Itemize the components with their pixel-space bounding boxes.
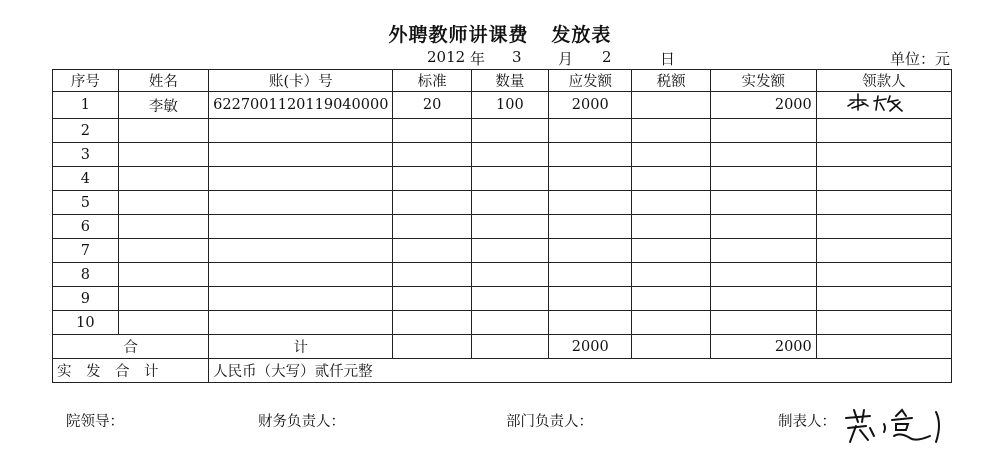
- amount-words-value: 人民币（大写）贰仟元整: [209, 359, 952, 383]
- row-no: 7: [53, 239, 119, 263]
- date-year: 2012: [427, 48, 466, 66]
- date-month: 3: [512, 48, 522, 66]
- row-name: 李敏: [118, 92, 208, 119]
- footer-finance: 财务负责人：: [258, 414, 345, 430]
- row-no: 3: [53, 143, 119, 167]
- table-row: [53, 167, 952, 191]
- header-name: 姓名: [118, 70, 208, 92]
- title-suffix: 发放表: [551, 24, 612, 46]
- row-gross: 2000: [549, 92, 632, 119]
- title-main: 外聘教师讲课费: [388, 24, 529, 46]
- payee-signature-icon: [844, 92, 924, 114]
- table-row: [53, 119, 952, 143]
- total-row: [53, 335, 952, 359]
- row-net: 2000: [710, 92, 816, 119]
- table-row: [53, 287, 952, 311]
- header-gross: 应发额: [549, 70, 632, 92]
- table-header-row: [53, 70, 952, 92]
- table-row: [53, 311, 952, 335]
- row-account: 6227001120119040000: [209, 92, 393, 119]
- row-no: 6: [53, 215, 119, 239]
- header-account: 账(卡）号: [209, 70, 393, 92]
- unit-label: 单位：元: [889, 50, 950, 68]
- table-row: [53, 143, 952, 167]
- total-label-1: 合: [53, 335, 209, 359]
- date-month-label: 月: [558, 50, 574, 68]
- table-row: [53, 215, 952, 239]
- total-net: 2000: [710, 335, 816, 359]
- table-row: [53, 191, 952, 215]
- header-no: 序号: [53, 70, 119, 92]
- header-tax: 税额: [632, 70, 710, 92]
- row-no: 5: [53, 191, 119, 215]
- footer-preparer: 制表人：: [778, 414, 836, 430]
- row-standard: 20: [393, 92, 471, 119]
- table-row: [53, 92, 952, 119]
- date-year-label: 年: [470, 50, 486, 68]
- row-quantity: 100: [471, 92, 548, 119]
- row-no: 10: [53, 311, 119, 335]
- footer-leader: 院领导：: [66, 414, 124, 430]
- row-tax: [632, 92, 710, 119]
- date-day: 2: [602, 48, 612, 66]
- table-row: [53, 263, 952, 287]
- row-no: 4: [53, 167, 119, 191]
- document-title: [0, 20, 1000, 47]
- row-payee-signature: [816, 92, 951, 119]
- row-no: 1: [53, 92, 119, 119]
- header-net: 实发额: [710, 70, 816, 92]
- footer-department: 部门负责人：: [506, 414, 593, 430]
- amount-words-label: 实 发 合 计: [53, 359, 209, 383]
- payment-table: [52, 69, 952, 383]
- total-gross: 2000: [549, 335, 632, 359]
- row-no: 2: [53, 119, 119, 143]
- row-no: 9: [53, 287, 119, 311]
- total-label-2: 计: [209, 335, 393, 359]
- table-row: [53, 239, 952, 263]
- header-payee: 领款人: [816, 70, 951, 92]
- preparer-signature-icon: [840, 406, 950, 446]
- date-day-label: 日: [660, 50, 676, 68]
- header-quantity: 数量: [471, 70, 548, 92]
- row-no: 8: [53, 263, 119, 287]
- amount-words-row: [53, 359, 952, 383]
- header-standard: 标准: [393, 70, 471, 92]
